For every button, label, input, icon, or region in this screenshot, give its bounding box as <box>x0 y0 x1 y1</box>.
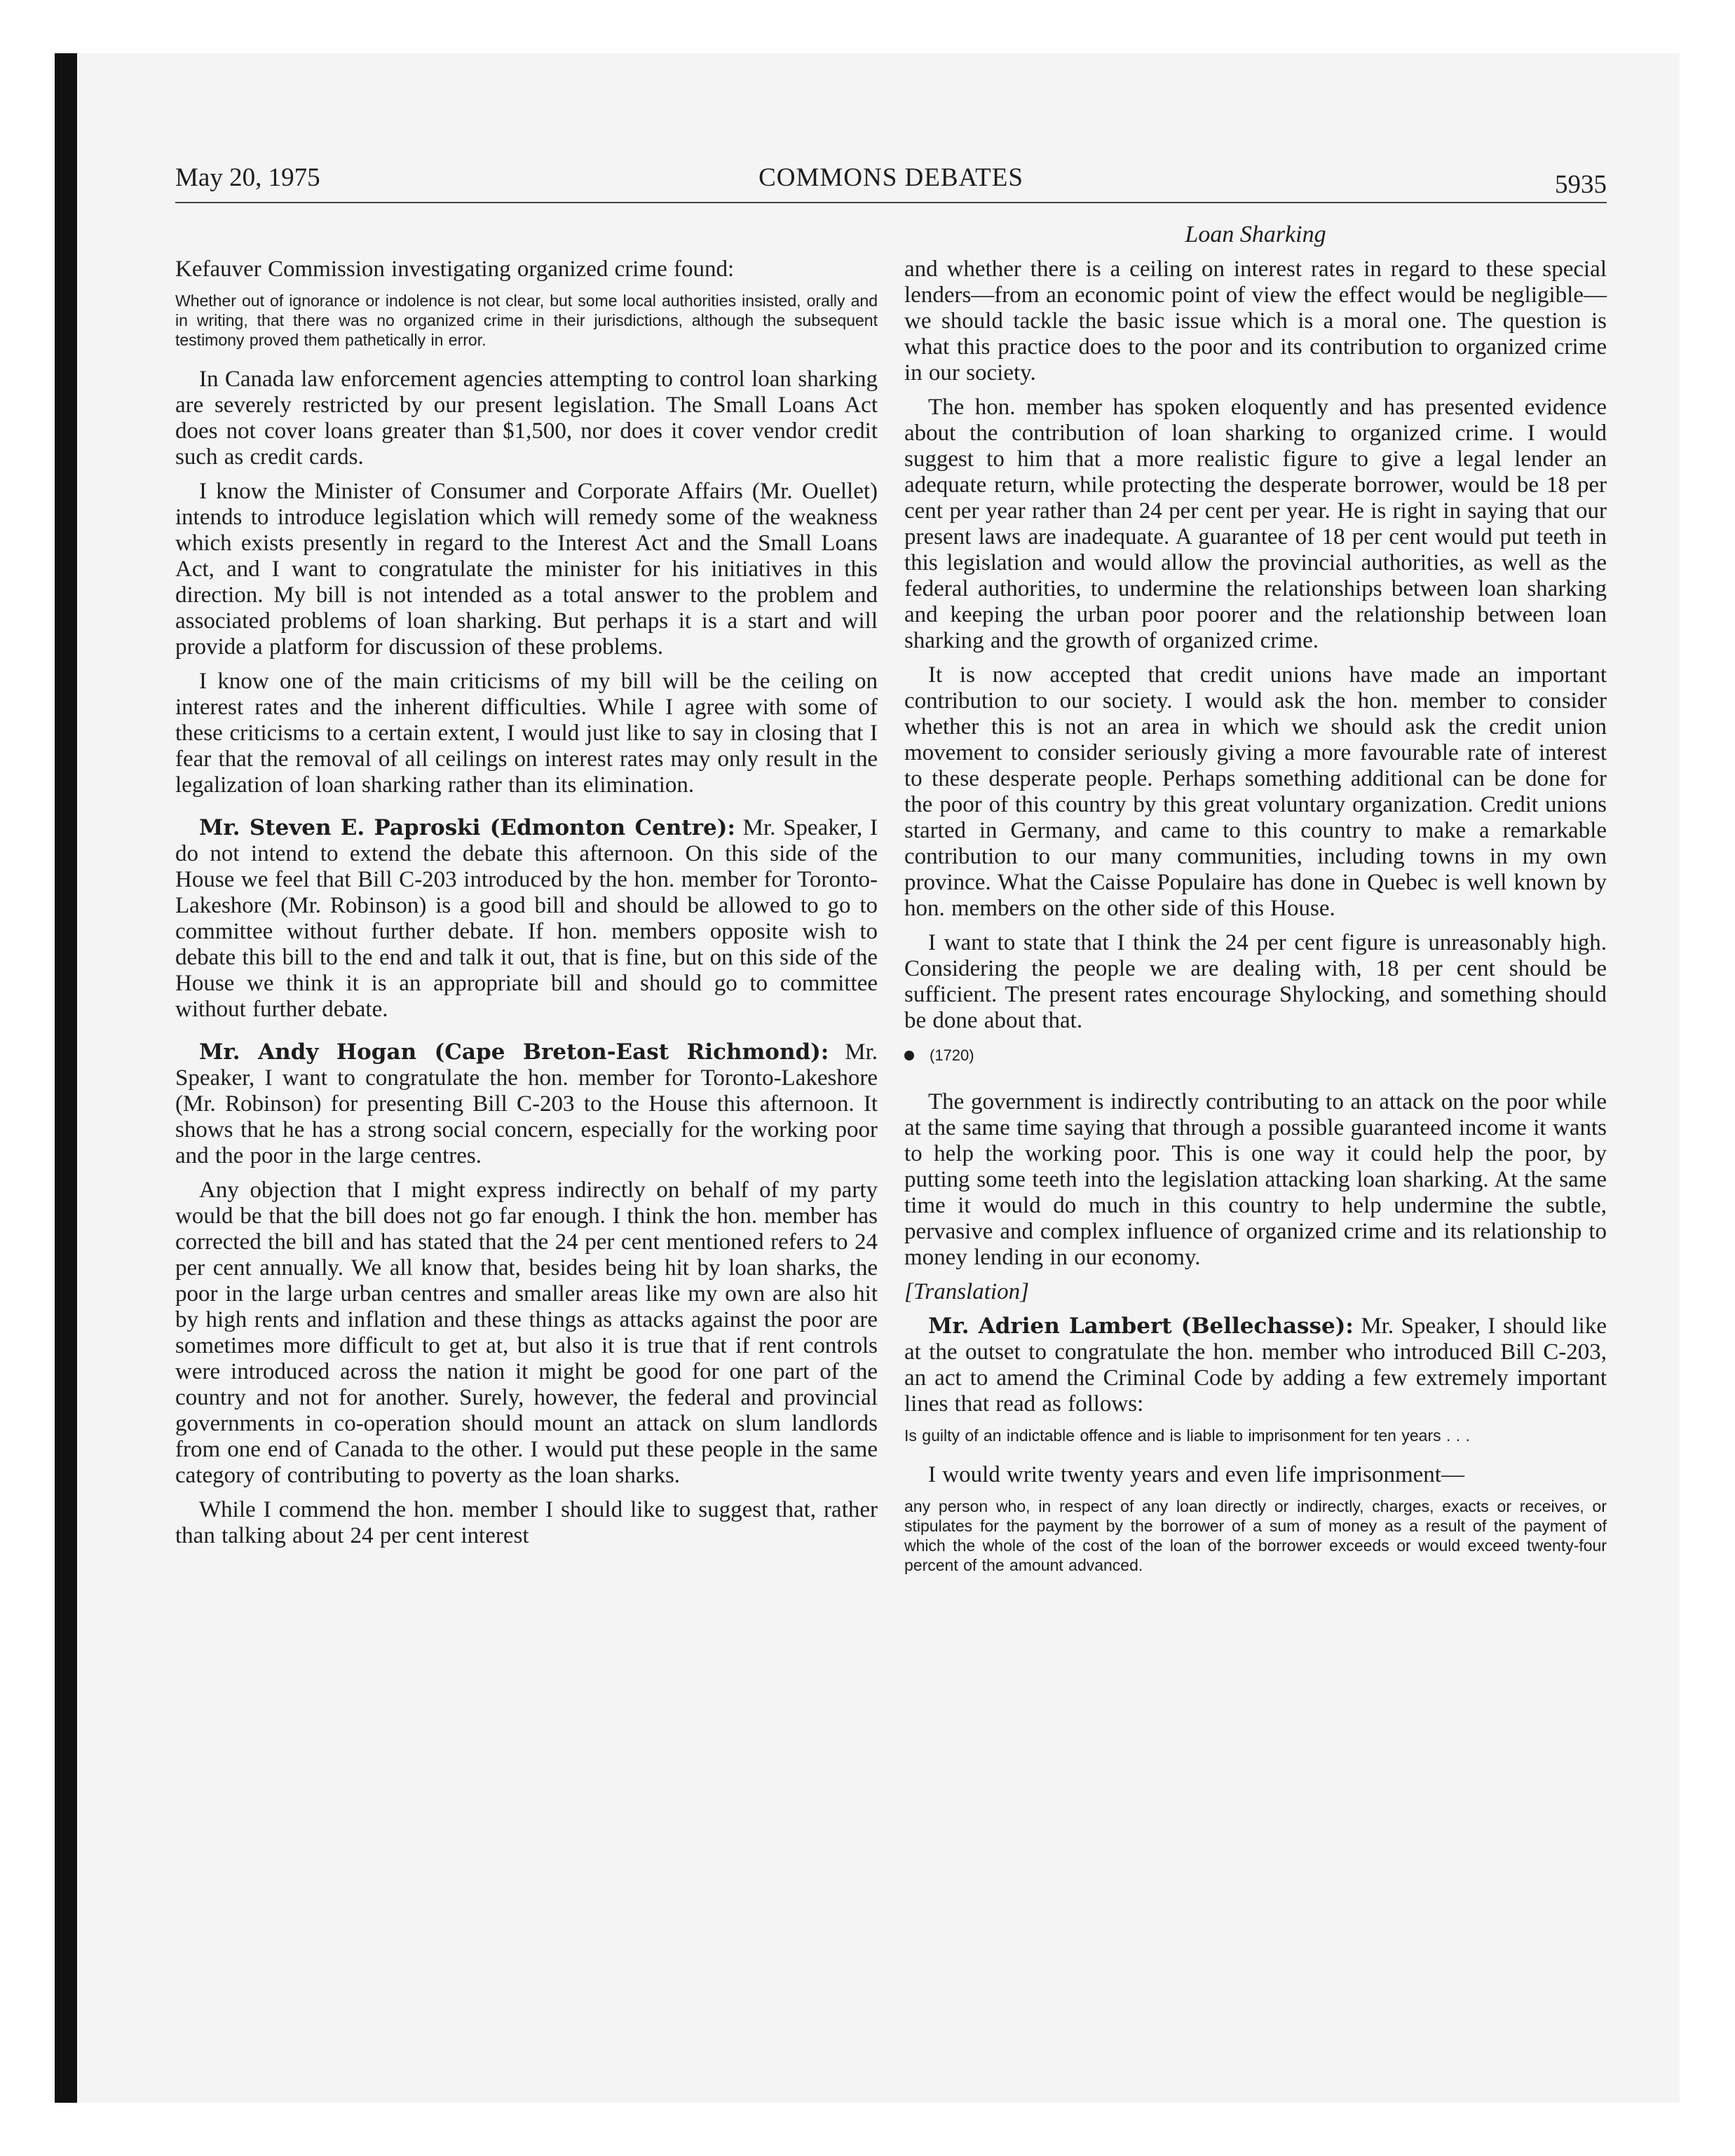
bullet-icon <box>904 1051 914 1060</box>
timestamp-marker <box>904 1042 1607 1068</box>
block-quote: Whether out of ignorance or indolence is not clear, but some local authorities insisted, orally and in writing, that there was no organized crime in their jurisdictions, although the subsequent testimony proved them pathetically in error. <box>175 292 878 349</box>
speech-text: Mr. Speaker, I should like at the outset to congratulate the hon. member who introduced Bill C-203, an act to amend the Criminal Code by adding a few extremely important lines that read as follows: <box>904 1314 1607 1417</box>
timestamp-text: (1720) <box>930 1046 974 1064</box>
right-column <box>904 257 1607 1592</box>
block-quote: Is guilty of an indictable offence and is liable to imprisonment for ten years . . . <box>904 1426 1470 1445</box>
paragraph: and whether there is a ceiling on interest rates in regard to these special lenders—from an economic point of view the effect would be negligible—we should tackle the basic issue which is a moral one. The question is what this practice does to the poor and its contribution to organized crime in our society. <box>904 257 1607 386</box>
block-quote: any person who, in respect of any loan directly or indirectly, charges, exacts or receives, or stipulates for the payment by the borrower of a sum of money as a result of the payment of which the whole of the cost of the loan of the borrower exceeds or would exceed twenty-four percent of the amount advanced. <box>904 1497 1607 1574</box>
translation-label: [Translation] <box>904 1279 1029 1304</box>
paragraph: Kefauver Commission investigating organized crime found: <box>175 257 735 282</box>
page-header <box>175 163 1607 203</box>
page-number: 5935 <box>1555 170 1607 199</box>
running-head: Loan Sharking <box>1185 221 1326 247</box>
paragraph: The hon. member has spoken eloquently and has presented evidence about the contribution of loan sharking to organized crime. I would suggest to him that a more realistic figure to give a legal lender an adequate return, while protecting the desperate borrower, would be 18 per cent per year rather than 24 per cent per year. He is right in saying that our present laws are inadequate. A guarantee of 18 per cent would put teeth in this legislation and would allow the provincial authorities, as well as the federal authorities, to undermine the relationships between loan sharking and keeping the urban poor poorer and the relationship between loan sharking and the growth of organized crime. <box>904 395 1607 653</box>
header-rule <box>175 202 1607 203</box>
speech-paragraph <box>904 1314 1607 1417</box>
left-column <box>175 257 878 1557</box>
paragraph: I know the Minister of Consumer and Corporate Affairs (Mr. Ouellet) intends to introduce legislation which will remedy some of the weakness which exists presently in regard to the Interest Act and the Small Loans Act, and I want to congratulate the minister for his initiatives in this direction. My bill is not intended as a total answer to the problem and associated problems of loan sharking. But perhaps it is a start and will provide a platform for discussion of these problems. <box>175 479 878 660</box>
paragraph: I would write twenty years and even life imprisonment— <box>928 1462 1464 1487</box>
speech-text: Mr. Speaker, I want to congratulate the hon. member for Toronto-Lakeshore (Mr. Robinson) for presenting Bill C-203 to the House this afternoon. It shows that he has a strong social concern, especially for the working poor and the poor in the large centres. <box>175 1039 878 1168</box>
speech-paragraph <box>175 1039 878 1169</box>
speaker-name: Mr. Andy Hogan (Cape Breton-East Richmond): <box>199 1039 829 1065</box>
paragraph: While I commend the hon. member I should like to suggest that, rather than talking about 24 per cent interest <box>175 1497 878 1548</box>
scan-edge-shadow <box>55 53 77 2103</box>
speech-text: Mr. Speaker, I do not intend to extend the debate this afternoon. On this side of the House we feel that Bill C-203 introduced by the hon. member for Toronto-Lakeshore (Mr. Robinson) is a good bill and should be allowed to go to committee without further debate. If hon. members opposite wish to debate this bill to the end and talk it out, that is fine, but on this side of the House we think it is an appropriate bill and should go to committee without further debate. <box>175 815 878 1022</box>
speaker-name: Mr. Steven E. Paproski (Edmonton Centre): <box>199 815 735 840</box>
speech-paragraph <box>175 815 878 1023</box>
header-title: COMMONS DEBATES <box>758 163 1023 192</box>
paragraph: In Canada law enforcement agencies attempting to control loan sharking are severely restricted by our present legislation. The Small Loans Act does not cover loans greater than $1,500, nor does it cover vendor credit such as credit cards. <box>175 367 878 470</box>
speaker-name: Mr. Adrien Lambert (Bellechasse): <box>928 1314 1354 1339</box>
paragraph: I know one of the main criticisms of my bill will be the ceiling on interest rates and the inherent difficulties. While I agree with some of these criticisms to a certain extent, I would just like to say in closing that I fear that the removal of all ceilings on interest rates may only result in the legalization of loan sharking rather than its elimination. <box>175 669 878 798</box>
paragraph: It is now accepted that credit unions have made an important contribution to our society. I would ask the hon. member to consider whether this is not an area in which we should ask the credit union movement to consider seriously giving a more favourable rate of interest to these desperate people. Perhaps something additional can be done for the poor of this country by this great voluntary organization. Credit unions started in Germany, and came to this country to make a remarkable contribution to our many communities, including towns in my own province. What the Caisse Populaire has done in Quebec is well known by hon. members on the other side of this House. <box>904 662 1607 921</box>
paragraph: I want to state that I think the 24 per cent figure is unreasonably high. Considering the people we are dealing with, 18 per cent should be sufficient. The present rates encourage Shylocking, and something should be done about that. <box>904 930 1607 1033</box>
header-date: May 20, 1975 <box>175 163 320 192</box>
paragraph: The government is indirectly contributing to an attack on the poor while at the same time saying that through a possible guaranteed income it wants to help the working poor. This is one way it could help the poor, by putting some teeth into the legislation attacking loan sharking. At the same time it would do much in this country to help undermine the subtle, pervasive and complex influence of organized crime and its relationship to money lending in our economy. <box>904 1089 1607 1270</box>
paragraph: Any objection that I might express indirectly on behalf of my party would be that the bill does not go far enough. I think the hon. member has corrected the bill and has stated that the 24 per cent mentioned refers to 24 per cent annually. We all know that, besides being hit by loan sharks, the poor in the large urban centres and smaller areas like my own are also hit by high rents and inflation and these things as attacks against the poor are sometimes more difficult to get at, but also it is true that if rent controls were introduced across the nation it might be good for one part of the country and not for another. Surely, however, the federal and provincial governments in co-operation should mount an attack on slum landlords from one end of Canada to the other. I would put these people in the same category of contributing to poverty as the loan sharks. <box>175 1178 878 1488</box>
